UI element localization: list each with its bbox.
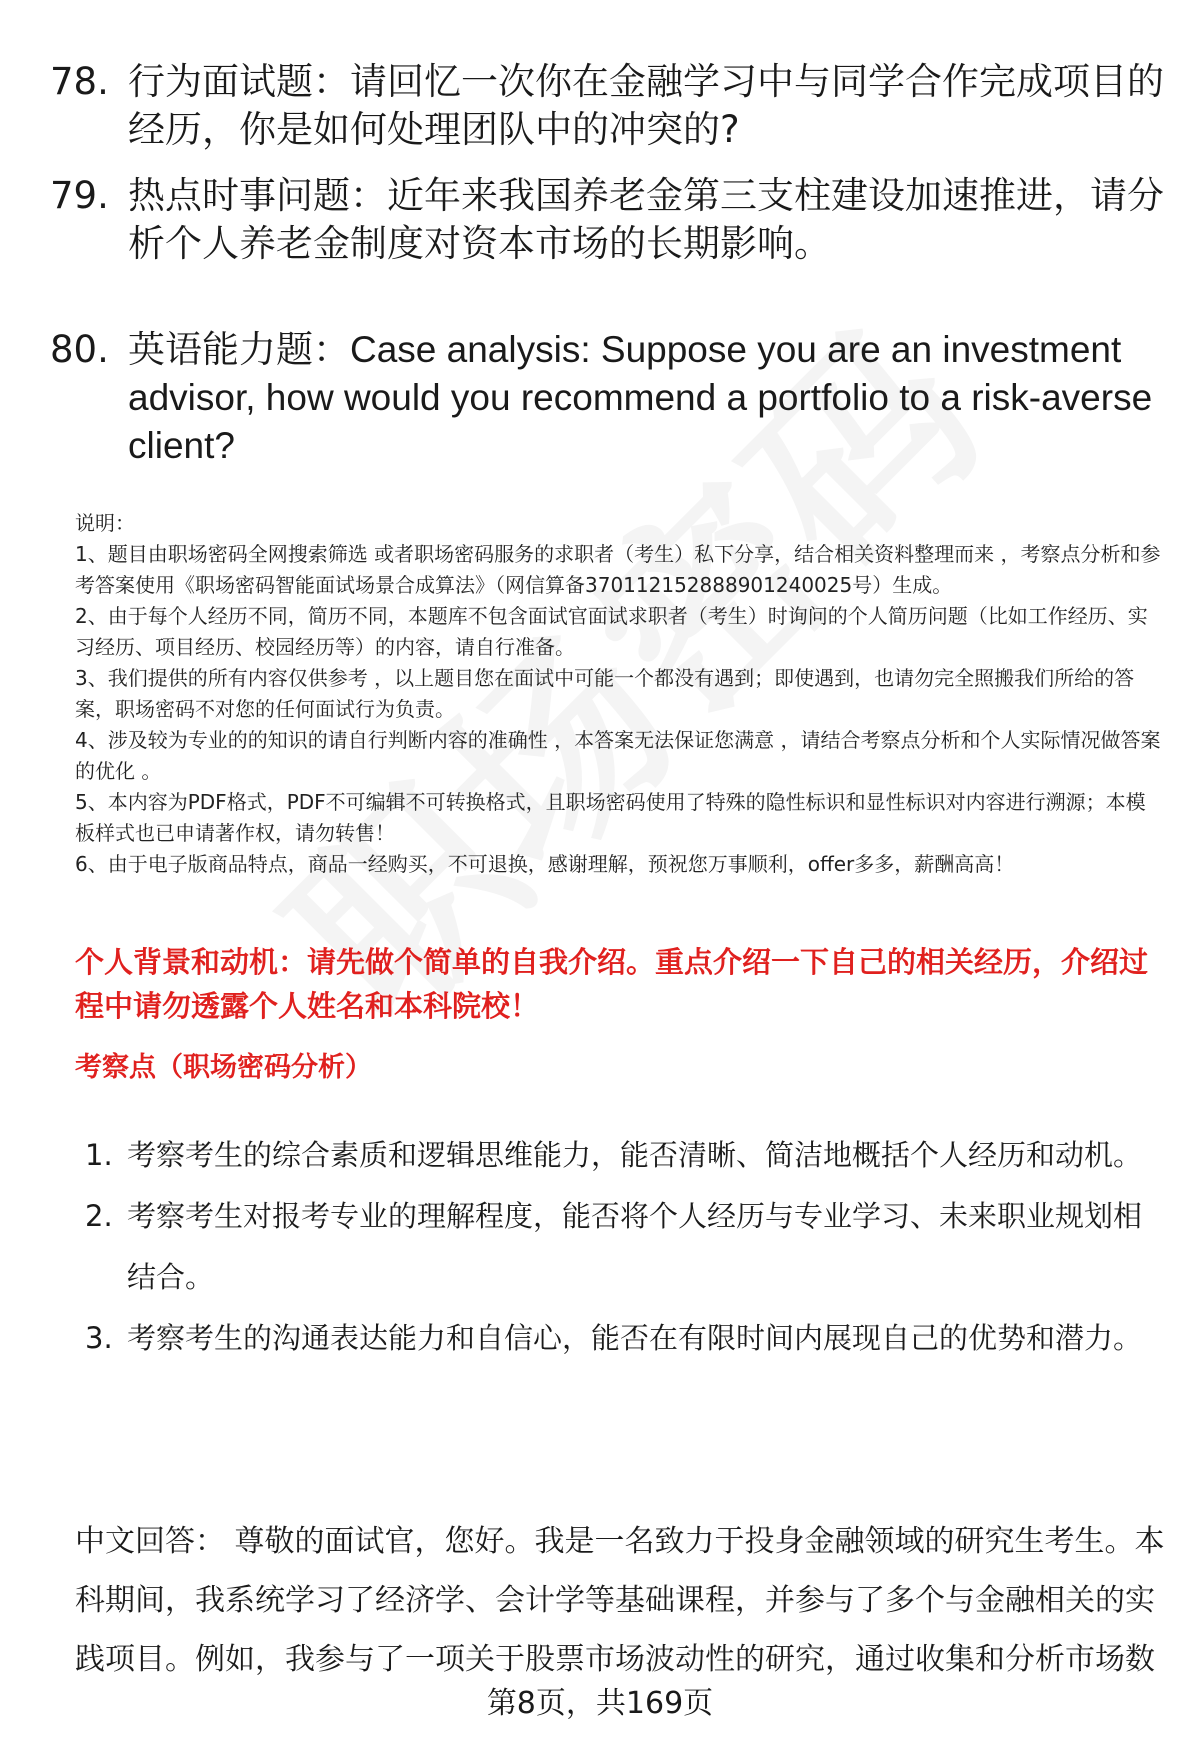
question-number: 80. — [50, 328, 109, 371]
question-text: 英语能力题：Case analysis: Suppose you are an investment advisor, how would you recommend a portfolio to a risk-averse client? — [128, 329, 1153, 466]
point-number: 3. — [85, 1321, 113, 1355]
page-footer: 第8页，共169页 — [486, 1686, 714, 1721]
notes-section — [75, 508, 1165, 880]
point-number: 2. — [85, 1199, 113, 1233]
point-text: 考察考生的综合素质和逻辑思维能力，能否清晰、简洁地概括个人经历和动机。 — [127, 1138, 1143, 1172]
question-text: 行为面试题：请回忆一次你在金融学习中与同学合作完成项目的经历，你是如何处理团队中的冲突的? — [128, 60, 1164, 151]
persona-question: 个人背景和动机：请先做个简单的自我介绍。重点介绍一下自己的相关经历，介绍过程中请勿透露个人姓名和本科院校！ — [75, 945, 1149, 1023]
question-number: 79. — [50, 174, 109, 217]
note-item: 5、本内容为PDF格式，PDF不可编辑不可转换格式，且职场密码使用了特殊的隐性标识和显性标识对内容进行溯源；本模板样式也已申请著作权，请勿转售！ — [75, 790, 1146, 845]
note-item: 3、我们提供的所有内容仅供参考 ，以上题目您在面试中可能一个都没有遇到；即使遇到，也请勿完全照搬我们所给的答案，职场密码不对您的任何面试行为负责。 — [75, 666, 1135, 721]
list-item — [85, 1186, 1165, 1308]
answer-text: 中文回答： 尊敬的面试官，您好。我是一名致力于投身金融领域的研究生考生。本科期间，我系统学习了经济学、会计学等基础课程，并参与了多个与金融相关的实践项目。例如，我参与了一项关于股票市场波动性的研究，通过收集和分析市场数 — [75, 1524, 1165, 1677]
note-item: 2、由于每个人经历不同，简历不同，本题库不包含面试官面试求职者（考生）时询问的个人简历问题（比如工作经历、实习经历、项目经历、校园经历等）的内容，请自行准备。 — [75, 604, 1148, 659]
point-text: 考察考生对报考专业的理解程度，能否将个人经历与专业学习、未来职业规划相结合。 — [127, 1199, 1143, 1294]
list-item — [85, 1125, 1165, 1186]
note-item: 6、由于电子版商品特点，商品一经购买，不可退换，感谢理解，预祝您万事顺利，offer多多，薪酬高高！ — [75, 852, 1015, 876]
list-item — [85, 1308, 1165, 1369]
analysis-points — [85, 1125, 1165, 1369]
point-number: 1. — [85, 1138, 113, 1172]
analysis-heading: 考察点（职场密码分析） — [75, 1052, 372, 1083]
point-text: 考察考生的沟通表达能力和自信心，能否在有限时间内展现自己的优势和潜力。 — [127, 1321, 1143, 1355]
question-text: 热点时事问题：近年来我国养老金第三支柱建设加速推进，请分析个人养老金制度对资本市场的长期影响。 — [128, 174, 1164, 265]
note-item: 1、题目由职场密码全网搜索筛选 或者职场密码服务的求职者（考生）私下分享，结合相关资料整理而来 ，考察点分析和参考答案使用《职场密码智能面试场景合成算法》（网信算备370112152888901240025号）生成。 — [75, 542, 1161, 597]
question-number: 78. — [50, 60, 109, 103]
notes-heading: 说明： — [75, 511, 135, 535]
note-item: 4、涉及较为专业的的知识的请自行判断内容的准确性 ，本答案无法保证您满意 ，请结合考察点分析和个人实际情况做答案的优化 。 — [75, 728, 1161, 783]
